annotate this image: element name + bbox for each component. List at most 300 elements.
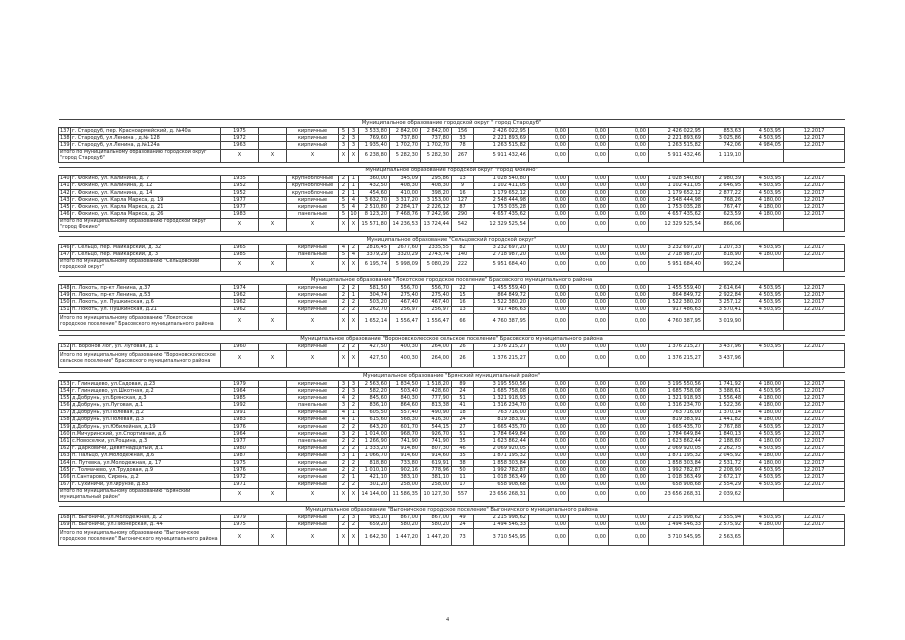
table-cell: 0,00 (529, 197, 569, 204)
table-cell: кирпичные (287, 416, 339, 423)
total-cell: 0,00 (609, 218, 649, 231)
table-cell: 141 (60, 182, 70, 189)
total-cell: X (259, 218, 287, 231)
table-cell: 1952 (221, 189, 259, 196)
table-cell: 49 (452, 514, 474, 521)
table-cell: 968,70 (390, 431, 421, 438)
table-cell: 13 (452, 175, 474, 182)
table-cell: 2 (339, 284, 349, 291)
table-cell: 167 (60, 481, 70, 488)
total-cell: 1 376 215,27 (649, 350, 704, 367)
table-cell: 2 188,80 (704, 438, 744, 445)
table-cell (259, 431, 287, 438)
total-cell: 23 656 268,31 (649, 488, 704, 501)
total-cell: 3 710 545,95 (474, 529, 529, 546)
table-cell: 0,00 (609, 292, 649, 299)
section-title: Муниципальное образование "Вороновсколесское сельское поселение" Брасовского муниципального района (59, 335, 845, 343)
table-cell: 864 849,72 (474, 292, 529, 299)
table-cell: 490,90 (421, 409, 452, 416)
total-cell (784, 149, 845, 162)
table-cell: 0,00 (609, 409, 649, 416)
table-cell: 169 (60, 521, 70, 528)
table-cell: 0,00 (529, 306, 569, 313)
total-cell: 0,00 (569, 218, 609, 231)
total-cell: 0,00 (569, 149, 609, 162)
total-cell: 267 (452, 149, 474, 162)
table-cell: 3 (349, 128, 359, 135)
table-cell: 3 (339, 452, 349, 459)
table-cell: 0,00 (569, 409, 609, 416)
table-cell: 3 257,12 (704, 299, 744, 306)
table-cell: 1983 (221, 416, 259, 423)
table-cell: 12.2017 (784, 182, 845, 189)
table-cell: кирпичные (287, 299, 339, 306)
table-cell (259, 284, 287, 291)
table-cell: 1 871 195,32 (474, 452, 529, 459)
table-cell: 1 321 918,93 (474, 395, 529, 402)
table-cell: 4 503,95 (744, 481, 784, 488)
table-cell: 12.2017 (784, 189, 845, 196)
total-cell: X (259, 149, 287, 162)
table-cell: 1 522 380,20 (649, 299, 704, 306)
table-cell: 0,00 (569, 284, 609, 291)
table-cell: 0,00 (529, 182, 569, 189)
table-cell: панельные (287, 402, 339, 409)
table-cell: 147 (60, 251, 70, 258)
total-cell: 557 (452, 488, 474, 501)
total-cell: X (221, 259, 259, 272)
table-cell: 2 (339, 514, 349, 521)
table-cell: 0,00 (609, 395, 649, 402)
table-cell: 1 753 035,28 (474, 204, 529, 211)
table-cell: 0,00 (529, 474, 569, 481)
table-cell: д.Добрунь, ул.Полевая, д.2 (71, 409, 221, 416)
table-cell: г. Сухиничи, ул.Фрунзе, д.83 (71, 481, 221, 488)
table-row (59, 244, 845, 251)
total-cell: X (287, 149, 339, 162)
table-cell: 763 716,00 (649, 409, 704, 416)
table-cell: 12.2017 (784, 175, 845, 182)
total-cell: 1 556,47 (421, 313, 452, 330)
table-cell: 1 (349, 409, 359, 416)
total-cell: 1 652,14 (359, 313, 390, 330)
table-cell: 1 263 515,82 (649, 142, 704, 149)
table-cell (259, 175, 287, 182)
total-cell: X (287, 259, 339, 272)
table-cell: 2 (349, 299, 359, 306)
table-cell: кирпичные (287, 424, 339, 431)
table-cell: 2 (349, 438, 359, 445)
table-cell: 658 908,68 (474, 481, 529, 488)
table-cell: 4 180,00 (744, 204, 784, 211)
table-cell: 0,00 (569, 445, 609, 452)
table-cell: 737,80 (390, 135, 421, 142)
table-cell: 9 (452, 182, 474, 189)
total-cell: X (287, 350, 339, 367)
table-cell: 2 (339, 292, 349, 299)
table-row (59, 474, 845, 481)
table-cell: 2 069 920,05 (649, 445, 704, 452)
table-cell: 503,40 (390, 388, 421, 395)
total-cell: 5 951 684,40 (474, 259, 529, 272)
table-cell: 1979 (221, 380, 259, 387)
table-cell: 867,00 (390, 514, 421, 521)
table-cell: кирпичные (287, 128, 339, 135)
table-cell: 0,00 (529, 521, 569, 528)
table-cell (259, 211, 287, 218)
table-cell: 1 753 035,28 (649, 204, 704, 211)
table-cell: 4 503,95 (744, 343, 784, 350)
table-cell: 12.2017 (784, 211, 845, 218)
table-cell: 12.2017 (784, 395, 845, 402)
total-cell: 0,00 (529, 149, 569, 162)
table-cell: 11 (452, 474, 474, 481)
table-row (59, 142, 845, 149)
table-cell: 2 (339, 459, 349, 466)
table-cell: 4 180,00 (744, 197, 784, 204)
table-cell: 4 503,95 (744, 514, 784, 521)
table-cell: д.Добрунь, ул.Брянская, д.3 (71, 395, 221, 402)
table-cell: 7 242,96 (421, 211, 452, 218)
total-cell (744, 218, 784, 231)
total-cell (784, 218, 845, 231)
table-cell: 12.2017 (784, 388, 845, 395)
total-cell: X (287, 488, 339, 501)
table-cell (259, 445, 287, 452)
table-cell: 0,00 (609, 445, 649, 452)
table-cell: 1977 (221, 204, 259, 211)
total-cell: 1 119,10 (704, 149, 744, 162)
table-cell: 742,06 (704, 142, 744, 149)
table-cell: 1 (349, 175, 359, 182)
table-row (59, 306, 845, 313)
table-cell: 1 702,70 (421, 142, 452, 149)
table-cell: 0,00 (529, 175, 569, 182)
table-cell: 605,50 (359, 409, 390, 416)
table-cell: 902,16 (390, 467, 421, 474)
total-cell: 5 080,29 (421, 259, 452, 272)
table-cell: 256,97 (390, 306, 421, 313)
total-cell: 2 563,65 (704, 529, 744, 546)
total-cell: 0,00 (609, 350, 649, 367)
table-cell: 10 (350, 211, 357, 218)
table-cell: 156 (60, 402, 70, 409)
table-cell: 143 (60, 196, 70, 203)
table-cell: 2 575,92 (704, 521, 744, 528)
table-cell: 0,00 (569, 175, 609, 182)
table-cell: 0,00 (529, 452, 569, 459)
table-cell: 2 (349, 402, 359, 409)
table-cell: кирпичный (287, 142, 339, 149)
table-cell: 0,00 (569, 204, 609, 211)
total-cell: 15 571,80 (359, 218, 390, 231)
table-cell (259, 452, 287, 459)
table-cell: 12.2017 (784, 514, 845, 521)
table-cell: г. Толмачево, ул.Трудовая, д.9 (71, 467, 221, 474)
table-cell: 12.2017 (784, 128, 845, 135)
table-cell: 5 (339, 251, 349, 258)
table-cell: 0,00 (569, 189, 609, 196)
table-cell: кирпичные (287, 409, 339, 416)
table-cell: 4 503,95 (744, 467, 784, 474)
table-cell: 914,60 (390, 452, 421, 459)
total-cell: 5 282,30 (421, 149, 452, 162)
table-cell: 983,10 (359, 514, 390, 521)
table-cell: 1 784 649,84 (649, 431, 704, 438)
total-cell: 222 (452, 259, 474, 272)
total-cell: 5 951 684,40 (649, 259, 704, 272)
table-cell: 345,09 (390, 175, 421, 182)
table-cell: 155 (60, 394, 70, 401)
total-cell: 6 238,80 (359, 149, 390, 162)
total-cell: 14 144,00 (359, 488, 390, 501)
table-cell: 4 503,95 (744, 175, 784, 182)
table-cell: кирпичные (287, 481, 339, 488)
table-cell: 432,50 (359, 182, 390, 189)
table-cell: 0,00 (569, 395, 609, 402)
table-cell: 0,00 (609, 521, 649, 528)
table-cell: 581,50 (359, 284, 390, 291)
table-cell: 3 232 697,20 (649, 244, 704, 251)
section-total-row (59, 488, 845, 501)
total-cell (784, 313, 845, 330)
table-cell: 2 (339, 182, 349, 189)
table-cell: 0,00 (569, 380, 609, 387)
table-cell: 2 208,90 (704, 467, 744, 474)
table-cell: 1952 (221, 182, 259, 189)
table-cell: 2 069 920,05 (474, 445, 529, 452)
table-cell (259, 182, 287, 189)
table-cell: 2 (339, 481, 349, 488)
table-cell: 1 935,40 (359, 142, 390, 149)
table-cell: 3 632,70 (359, 197, 390, 204)
table-cell: 46 (452, 445, 474, 452)
total-cell: X (349, 529, 359, 546)
total-cell: 4 760 387,95 (649, 313, 704, 330)
table-cell: 0,00 (529, 431, 569, 438)
table-row (59, 409, 845, 416)
table-cell: 1 028 540,80 (474, 175, 529, 182)
table-cell: 1 702,70 (390, 142, 421, 149)
table-cell: 1 376 215,27 (649, 343, 704, 350)
total-label: Итого по Муниципальному образованию городской округ "город Стародуб" (59, 149, 221, 162)
total-cell (784, 350, 845, 367)
total-cell: 0,00 (609, 149, 649, 162)
table-cell (259, 409, 287, 416)
table-cell: 2 (339, 189, 349, 196)
table-cell: 2 (349, 481, 359, 488)
table-cell: 3 (349, 142, 359, 149)
total-cell (744, 529, 784, 546)
table-cell: 2 563,60 (359, 380, 390, 387)
table-cell: 51 (452, 431, 474, 438)
table-cell: 149 (60, 291, 70, 298)
table-cell: 467,40 (421, 299, 452, 306)
total-cell (784, 529, 845, 546)
table-cell: 4 180,00 (744, 452, 784, 459)
total-cell: 26 (452, 350, 474, 367)
table-cell: 1 556,48 (704, 395, 744, 402)
total-cell: X (339, 149, 349, 162)
total-cell: 2 039,62 (704, 488, 744, 501)
total-cell: 0,00 (569, 350, 609, 367)
total-cell: 3 019,90 (704, 313, 744, 330)
table-cell (259, 197, 287, 204)
table-cell: 1 518,20 (421, 380, 452, 387)
table-cell: 2 (349, 521, 359, 528)
table-row (59, 204, 845, 211)
table-cell (259, 438, 287, 445)
table-cell: 1 316 234,70 (474, 402, 529, 409)
total-cell (744, 350, 784, 367)
table-cell: 2 (339, 424, 349, 431)
total-cell: 14 236,53 (390, 218, 421, 231)
table-cell: 2 (339, 474, 349, 481)
total-cell: 5 998,09 (390, 259, 421, 272)
table-cell: 4 180,00 (744, 211, 784, 218)
table-cell: 0,00 (529, 395, 569, 402)
table-cell: г. Стародуб, пер. Красноармейский, д. №40а (71, 128, 221, 135)
total-cell: 1 447,20 (421, 529, 452, 546)
table-cell: 1975 (221, 521, 259, 528)
table-cell: 0,00 (569, 416, 609, 423)
total-label: Итого по муниципальному образованию "Локотское городское поселение" Брасовского муниципального района (59, 313, 221, 330)
total-cell: X (221, 350, 259, 367)
table-cell: 454,60 (359, 189, 390, 196)
table-cell: 3 (339, 402, 349, 409)
table-cell: 4 (339, 416, 349, 423)
table-cell: 4 503,95 (744, 284, 784, 291)
table-cell: кирпичные (287, 197, 339, 204)
table-cell: 580,20 (390, 521, 421, 528)
table-cell: 1 263 515,82 (474, 142, 529, 149)
table-cell: п. Выгоничи, ул.Молодежная, д. 2 (71, 514, 221, 521)
table-cell: 4 (339, 244, 349, 251)
table-cell: 0,00 (529, 204, 569, 211)
table-cell: 2 (349, 424, 359, 431)
table-row (59, 189, 845, 196)
table-cell: 1 871 195,32 (649, 452, 704, 459)
table-cell: г. Фокино, ул. Карла Маркса, д. 19 (71, 197, 221, 204)
table-cell: 503,20 (359, 299, 390, 306)
table-cell: 24 (452, 521, 474, 528)
table-cell: 0,00 (569, 438, 609, 445)
table-cell: 360,00 (359, 175, 390, 182)
table-cell: 1 623 862,44 (474, 438, 529, 445)
table-row (59, 284, 845, 291)
table-cell: 0,00 (529, 481, 569, 488)
section-title: Муниципальное образование "Локотское городское поселение" Брасовского муниципального района (59, 276, 845, 284)
table-cell: 0,00 (529, 467, 569, 474)
table-cell: 12.2017 (784, 135, 845, 142)
table-cell: 0,00 (609, 380, 649, 387)
table-cell: 3 (349, 514, 359, 521)
table-cell: 853,63 (704, 128, 744, 135)
total-cell: 400,30 (390, 350, 421, 367)
table-cell: 2 646,95 (704, 182, 744, 189)
table-cell (259, 380, 287, 387)
table-cell: 4 (339, 395, 349, 402)
table-cell: 0,00 (569, 182, 609, 189)
table-cell: 1 (349, 292, 359, 299)
total-cell: 0,00 (569, 488, 609, 501)
table-cell: 0,00 (569, 292, 609, 299)
table-cell: 12.2017 (784, 431, 845, 438)
table-cell: 3 195 550,56 (649, 380, 704, 387)
table-cell: 408,30 (390, 182, 421, 189)
table-cell: 0,00 (609, 459, 649, 466)
total-cell: 0,00 (529, 218, 569, 231)
table-row (59, 431, 845, 438)
table-cell: 4 657 435,62 (474, 211, 529, 218)
table-cell: 0,00 (569, 388, 609, 395)
table-cell: п. Пальцо, ул.Молодежная, д.6 (71, 452, 221, 459)
table-cell: 1 179 652,12 (474, 189, 529, 196)
table-cell: 304,74 (359, 292, 390, 299)
table-cell: 1979 (221, 514, 259, 521)
table-cell: панельные (287, 251, 339, 258)
table-cell: 926,70 (421, 431, 452, 438)
total-cell: 1 376 215,27 (474, 350, 529, 367)
table-cell: 2 215 998,62 (649, 514, 704, 521)
table-cell (259, 135, 287, 142)
table-row (59, 197, 845, 204)
table-cell: 0,00 (609, 424, 649, 431)
table-cell: 867,00 (421, 514, 452, 521)
table-cell: 0,00 (609, 142, 649, 149)
table-cell: 1 (349, 189, 359, 196)
table-cell: 0,00 (529, 189, 569, 196)
total-cell: 6 195,74 (359, 259, 390, 272)
table-row (59, 388, 845, 395)
total-cell: 0,00 (609, 529, 649, 546)
table-row (59, 424, 845, 431)
table-cell: 2 (349, 459, 359, 466)
table-cell: 0,00 (569, 135, 609, 142)
table-cell: 0,00 (529, 402, 569, 409)
table-cell: 89 (452, 380, 474, 387)
table-cell: 1991 (221, 409, 259, 416)
table-cell: 127 (452, 197, 474, 204)
table-cell: 2 221 893,69 (649, 135, 704, 142)
table-cell: 262,70 (359, 306, 390, 313)
table-cell: 1 494 546,33 (474, 521, 529, 528)
table-cell: 2 548 444,98 (649, 197, 704, 204)
table-cell: 659,20 (359, 521, 390, 528)
table-cell: крупноблочные (287, 175, 339, 182)
total-cell: 0,00 (609, 313, 649, 330)
register-body (59, 120, 845, 546)
table-cell: 138 (60, 134, 70, 141)
total-cell: 0,00 (569, 313, 609, 330)
table-cell: 1935 (221, 175, 259, 182)
table-cell: 658 908,68 (649, 481, 704, 488)
table-cell: 0,00 (609, 128, 649, 135)
table-cell: 0,00 (609, 284, 649, 291)
total-label: Итого по муниципальному образованию "Выгоничское городское поселение" Выгоничского муниципального района (59, 529, 221, 546)
table-cell: 0,00 (569, 424, 609, 431)
table-cell: 2 (349, 431, 359, 438)
table-cell: 12.2017 (784, 380, 845, 387)
table-cell (259, 128, 287, 135)
table-cell: 383,10 (390, 474, 421, 481)
table-cell: 1 741,92 (704, 380, 744, 387)
section-title: Муниципальное образование городской округ " город Стародуб" (59, 120, 845, 128)
table-cell: 78 (452, 142, 474, 149)
table-cell: п.Сантарово, Сирень, д.2 (71, 474, 221, 481)
total-cell: X (287, 313, 339, 330)
table-cell: 1977 (221, 197, 259, 204)
